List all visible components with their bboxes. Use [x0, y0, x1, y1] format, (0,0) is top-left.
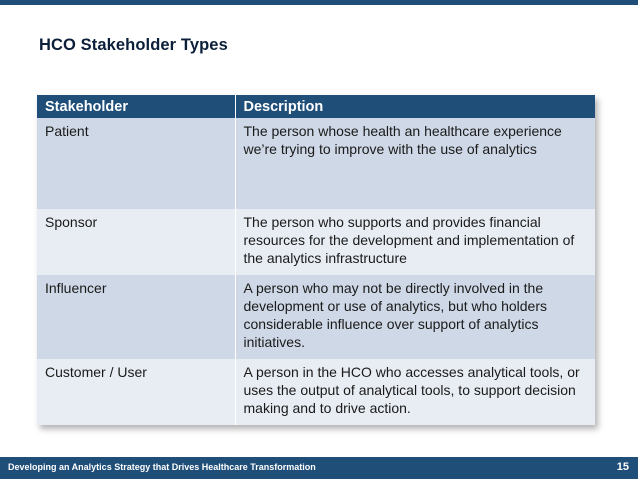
description-cell: The person who supports and provides financial resources for the development and implementation of the analytics infrastructure — [235, 209, 595, 275]
stakeholder-cell: Influencer — [37, 275, 235, 359]
table-row — [37, 209, 595, 275]
table-row — [37, 275, 595, 359]
description-cell: A person who may not be directly involved in the development or use of analytics, but who holders considerable influence over support of analytics initiatives. — [235, 275, 595, 359]
stakeholder-cell: Patient — [37, 118, 235, 209]
table-header-row — [37, 95, 595, 118]
table-row — [37, 118, 595, 209]
page-number: 15 — [616, 461, 629, 473]
description-cell: The person whose health an healthcare experience we’re trying to improve with the use of analytics — [235, 118, 595, 209]
footer-bar — [0, 457, 638, 479]
stakeholder-cell: Customer / User — [37, 359, 235, 425]
table-row — [37, 359, 595, 425]
top-accent-bar — [0, 0, 638, 5]
footer-text: Developing an Analytics Strategy that Drives Healthcare Transformation — [8, 462, 316, 472]
stakeholder-cell: Sponsor — [37, 209, 235, 275]
header-description: Description — [235, 95, 595, 118]
stakeholder-table — [37, 95, 595, 425]
description-cell: A person in the HCO who accesses analytical tools, or uses the output of analytical tools, to support decision making and to drive action. — [235, 359, 595, 425]
slide-title: HCO Stakeholder Types — [39, 36, 228, 54]
header-stakeholder: Stakeholder — [37, 95, 235, 118]
